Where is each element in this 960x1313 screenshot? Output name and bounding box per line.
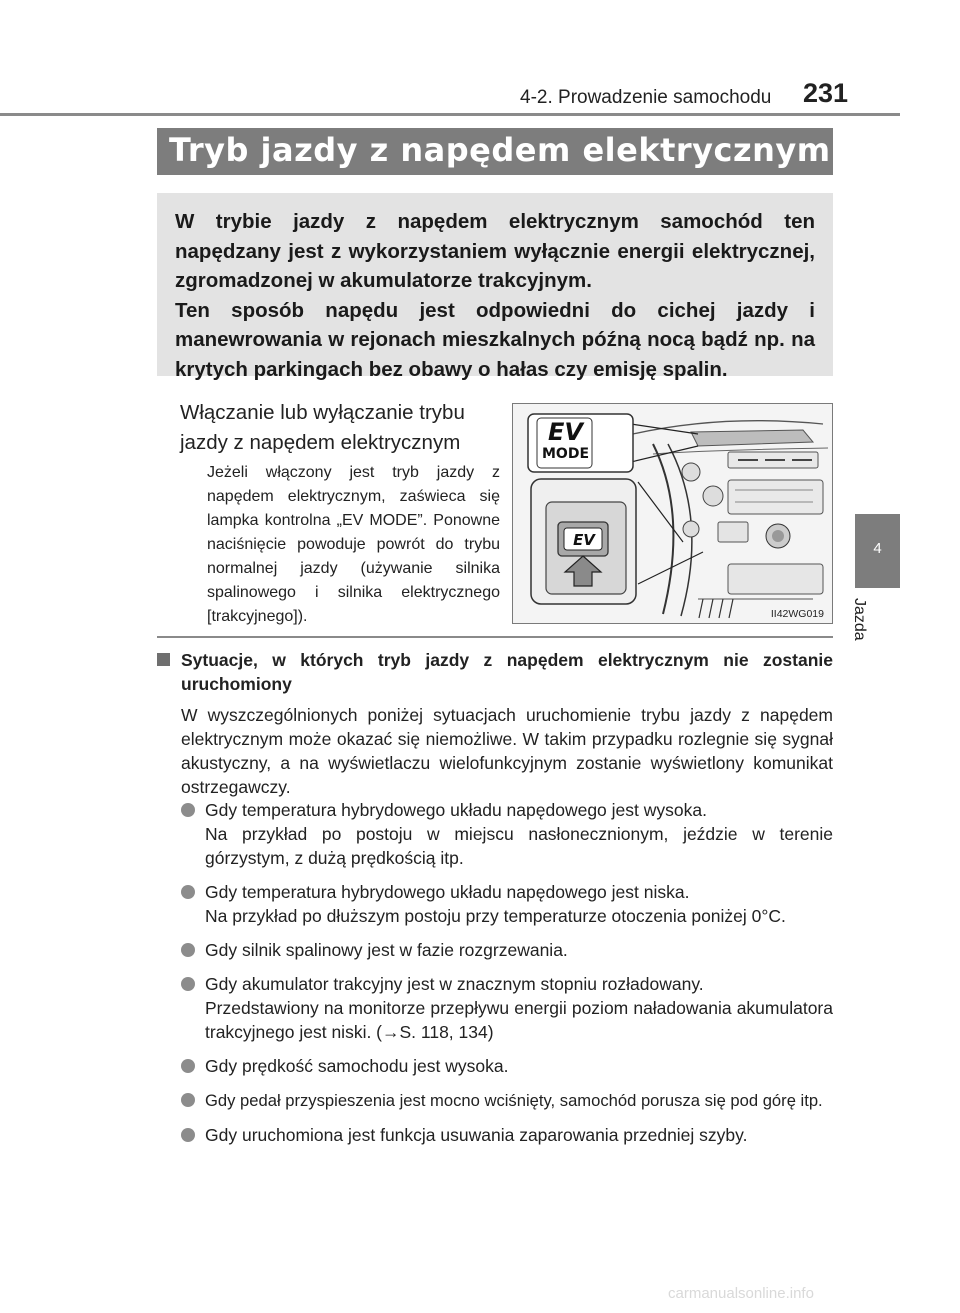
list-item — [181, 938, 833, 962]
page-number: 231 — [803, 78, 849, 108]
intro-box — [157, 193, 833, 381]
feature-description: Jeżeli włączony jest tryb jazdy z napędem elektrycznym, zaświeca się lampka kontrolna „EV MODE”. Ponowne naciśnięcie powoduje powrót do trybu normalnej jazdy (używanie silnika spalinowego i silnika elektrycznego [trakcyjnego]). — [207, 464, 500, 625]
section-heading-text: Sytuacje, w których tryb jazdy z napędem elektrycznym nie zostanie uruchomiony — [181, 650, 833, 694]
chapter-label: Jazda — [851, 598, 868, 641]
list-item-main: Gdy temperatura hybrydowego układu napędowego jest niska. — [205, 882, 690, 902]
section-heading — [157, 648, 833, 696]
list-item — [181, 972, 833, 1044]
circle-bullet-icon — [181, 1059, 195, 1073]
ev-mode-button[interactable] — [565, 529, 603, 551]
intro-paragraph-1: W trybie jazdy z napędem elektrycznym samochód ten napędzany jest z wykorzystaniem wyłącznie energii elektrycznej, zgromadzonej w akumulatorze trakcyjnym. — [175, 210, 815, 292]
section-divider — [157, 636, 833, 638]
circle-bullet-icon — [181, 803, 195, 817]
square-bullet-icon — [157, 653, 170, 666]
list-item-detail: Przedstawiony na monitorze przepływu energii poziom naładowania akumulatora trakcyjnego jest niski. (→S. 118, 134) — [205, 998, 833, 1042]
list-item-detail: Na przykład po postoju w miejscu nasłonecznionym, jeździe w terenie górzystym, z dużą prędkością itp. — [205, 824, 833, 868]
list-item — [181, 1088, 833, 1113]
list-item — [181, 1054, 833, 1078]
running-header-section: 4-2. Prowadzenie samochodu — [520, 87, 772, 108]
list-item — [181, 1123, 833, 1147]
intro-paragraph-2: Ten sposób napędu jest odpowiedni do cichej jazdy i manewrowania w rejonach mieszkalnych późną nocą bądź np. na krytych parkingach bez obawy o hałas czy emisję spalin. — [175, 298, 815, 381]
watermark: carmanualsonline.info — [668, 1285, 814, 1302]
page-title: Tryb jazdy z napędem elektrycznym — [169, 131, 831, 169]
list-item-main: Gdy akumulator trakcyjny jest w znacznym stopniu rozładowany. — [205, 974, 704, 994]
circle-bullet-icon — [181, 885, 195, 899]
mode-indicator-label: MODE — [541, 446, 590, 462]
figure-code: II42WG019 — [770, 608, 824, 620]
list-item-main: Gdy temperatura hybrydowego układu napędowego jest wysoka. — [205, 800, 707, 820]
chapter-number: 4 — [873, 540, 882, 557]
circle-bullet-icon — [181, 977, 195, 991]
chapter-label-container — [851, 598, 898, 658]
ev-indicator-label: EV — [548, 418, 583, 446]
list-item-main: Gdy prędkość samochodu jest wysoka. — [205, 1056, 509, 1076]
chapter-tab — [855, 514, 900, 588]
feature-heading: Włączanie lub wyłączanie trybu jazdy z napędem elektrycznym — [180, 401, 465, 454]
circle-bullet-icon — [181, 943, 195, 957]
page-title-bar — [157, 128, 833, 175]
header-divider — [0, 113, 900, 116]
list-item — [181, 798, 833, 870]
circle-bullet-icon — [181, 1093, 195, 1107]
ev-button-label: EV — [573, 531, 595, 549]
list-item-main: Gdy silnik spalinowy jest w fazie rozgrzewania. — [205, 940, 568, 960]
circle-bullet-icon — [181, 1128, 195, 1142]
list-item-detail: Na przykład po dłuższym postoju przy temperaturze otoczenia poniżej 0°C. — [205, 906, 786, 926]
ev-mode-indicator — [538, 419, 593, 469]
conditions-list — [181, 798, 833, 1157]
dashboard-figure — [512, 403, 833, 624]
list-item-main: Gdy uruchomiona jest funkcja usuwania zaparowania przedniej szyby. — [205, 1125, 748, 1145]
section-body: W wyszczególnionych poniżej sytuacjach uruchomienie trybu jazdy z napędem elektrycznym może okazać się niemożliwe. W takim przypadku rozlegnie się sygnał akustyczny, a na wyświetlaczu wielofunkcyjnym zostanie wyświetlony komunikat ostrzegawczy. — [181, 705, 833, 797]
list-item — [181, 880, 833, 928]
list-item-main: Gdy pedał przyspieszenia jest mocno wciśnięty, samochód porusza się pod górę itp. — [205, 1091, 823, 1110]
